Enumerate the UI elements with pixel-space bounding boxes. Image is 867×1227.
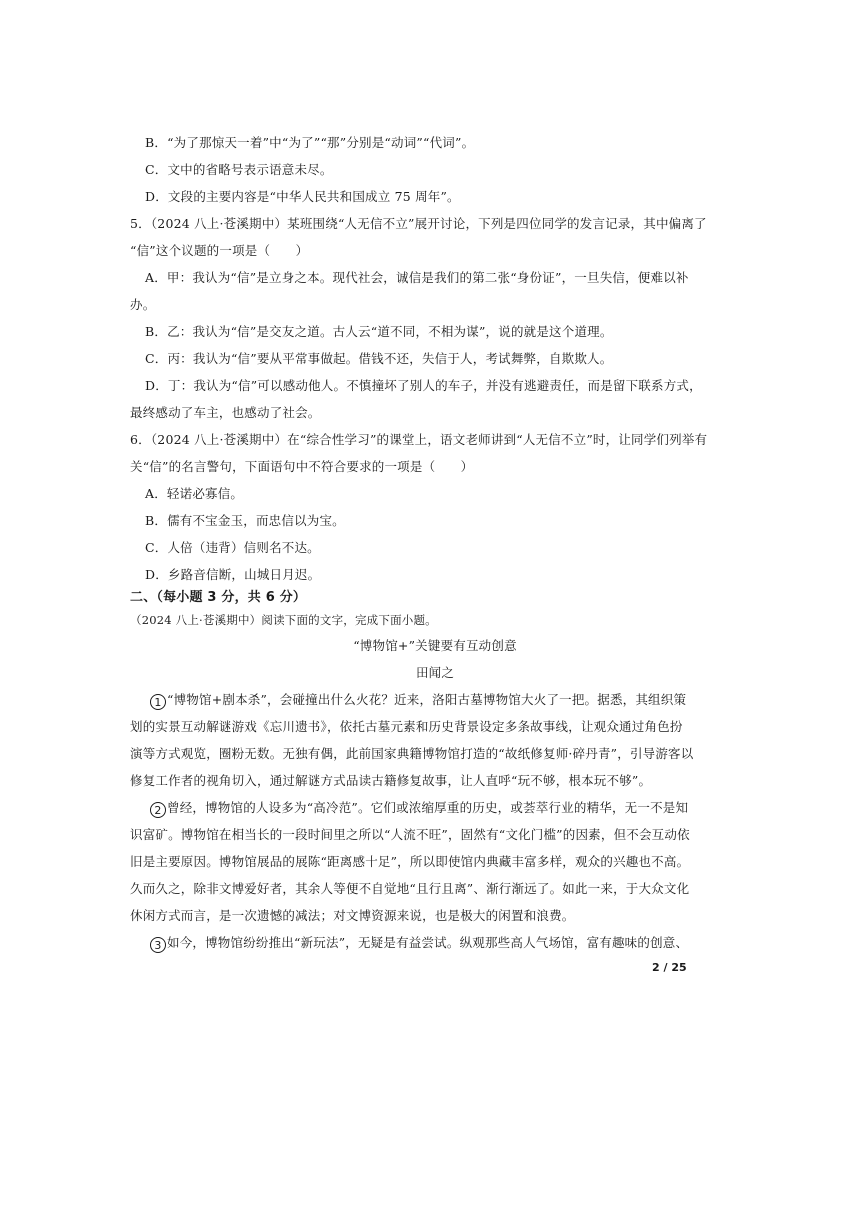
q4-option-b: B．“为了那惊天一着”中“为了”“那”分别是“动词”“代词”。 <box>145 135 475 150</box>
q5-option-b: B．乙：我认为“信”是交友之道。古人云“道不同，不相为谋”，说的就是这个道理。 <box>145 324 613 339</box>
paragraph-1-number: 1 <box>150 694 166 710</box>
section-intro: （2024 八上·苍溪期中）阅读下面的文字，完成下面小题。 <box>130 613 437 627</box>
q6-stem-line1: 6．（2024 八上·苍溪期中）在“综合性学习”的课堂上，语文老师讲到“人无信不立”时，让同学们列举有 <box>130 432 708 447</box>
q5-stem-line1: 5．（2024 八上·苍溪期中）某班围绕“人无信不立”展开讨论，下列是四位同学的发言记录，其中偏离了 <box>130 216 707 231</box>
q5-option-d-line1: D．丁：我认为“信”可以感动他人。不慎撞坏了别人的车子，并没有逃避责任，而是留下联系方式， <box>145 378 702 393</box>
q5-stem-line2: “信”这个议题的一项是（ ） <box>130 243 309 258</box>
q6-option-b: B．儒有不宝金玉，而忠信以为宝。 <box>145 513 345 528</box>
paragraph-1-line3: 演等方式观览，圈粉无数。无独有偶，此前国家典籍博物馆打造的“故纸修复师·碎丹青”，引导游客以 <box>130 746 694 761</box>
q5-option-a-line1: A．甲：我认为“信”是立身之本。现代社会，诚信是我们的第二张“身份证”，一旦失信，便难以补 <box>145 270 689 285</box>
q5-option-a-line2: 办。 <box>130 297 156 312</box>
paragraph-2-text: 曾经，博物馆的人设多为“高冷范”。它们或浓缩厚重的历史，或荟萃行业的精华，无一不是知 <box>167 800 689 815</box>
paragraph-2-number: 2 <box>150 802 166 818</box>
q5-option-c: C．丙：我认为“信”要从平常事做起。借钱不还，失信于人，考试舞弊，自欺欺人。 <box>145 351 613 366</box>
q6-stem-line2: 关“信”的名言警句，下面语句中不符合要求的一项是（ ） <box>130 459 474 474</box>
q6-option-d: D．乡路音信断，山城日月迟。 <box>145 567 321 582</box>
paragraph-1-text: “博物馆+剧本杀”，会碰撞出什么火花？近来，洛阳古墓博物馆大火了一把。据悉，其组织策 <box>167 692 687 707</box>
paragraph-2-line1 <box>150 799 688 818</box>
paragraph-1-line2: 划的实景互动解谜游戏《忘川遗书》，依托古墓元素和历史背景设定多条故事线，让观众通过角色扮 <box>130 719 683 734</box>
paragraph-2-line5: 休闲方式而言，是一次遗憾的减法；对文博资源来说，也是极大的闲置和浪费。 <box>130 908 575 923</box>
q6-option-c: C．人倍（违背）信则名不达。 <box>145 540 320 555</box>
q4-option-d: D．文段的主要内容是“中华人民共和国成立 75 周年”。 <box>145 189 460 204</box>
q4-option-c: C．文中的省略号表示语意未尽。 <box>145 162 333 177</box>
page-number: 2 / 25 <box>652 961 687 974</box>
paragraph-1-line4: 修复工作者的视角切入，通过解谜方式品读古籍修复故事，让人直呼“玩不够，根本玩不够”。 <box>130 773 652 788</box>
paragraph-2-line3: 旧是主要原因。博物馆展品的展陈“距离感十足”，所以即使馆内典藏丰富多样，观众的兴趣也不高。 <box>130 854 690 869</box>
q6-option-a: A．轻诺必寡信。 <box>145 486 244 501</box>
article-title: “博物馆+”关键要有互动创意 <box>353 638 517 653</box>
paragraph-3-line1 <box>150 934 688 953</box>
paragraph-1-line1 <box>150 691 686 710</box>
paragraph-3-number: 3 <box>150 937 166 953</box>
paragraph-3-text: 如今，博物馆纷纷推出“新玩法”，无疑是有益尝试。纵观那些高人气场馆，富有趣味的创意、 <box>167 935 689 950</box>
q5-option-d-line2: 最终感动了车主，也感动了社会。 <box>130 405 321 420</box>
paragraph-2-line4: 久而久之，除非文博爱好者，其余人等便不自觉地“且行且离”、渐行渐远了。如此一来，于大众文化 <box>130 881 690 896</box>
paragraph-2-line2: 识富矿。博物馆在相当长的一段时间里之所以“人流不旺”，固然有“文化门槛”的因素，但不会互动依 <box>130 827 690 842</box>
section-heading: 二、（每小题 3 分，共 6 分） <box>130 590 307 605</box>
article-author: 田闻之 <box>415 665 455 680</box>
